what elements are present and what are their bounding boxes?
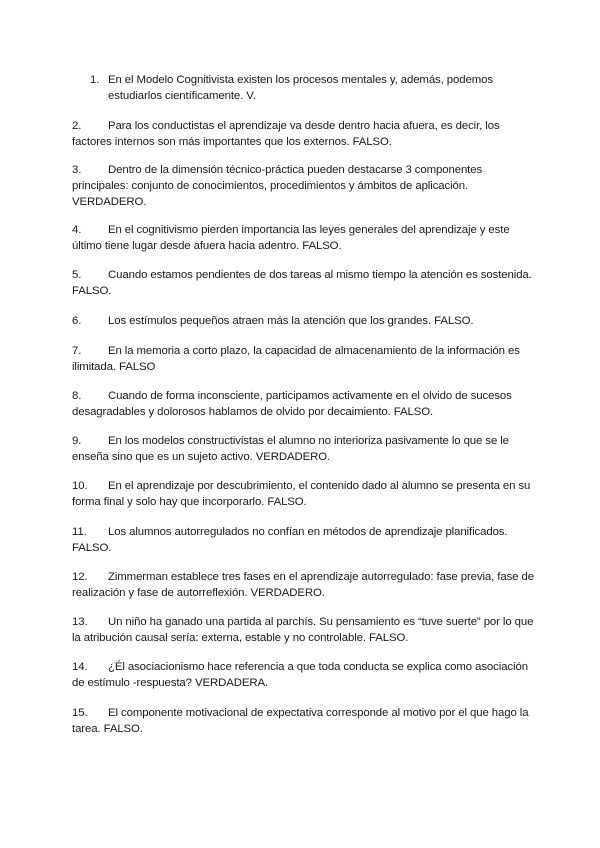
question-item <box>90 72 530 104</box>
question-number: 5. <box>72 269 82 281</box>
question-item <box>72 433 534 465</box>
question-number: 4. <box>72 224 82 236</box>
question-text: Los estímulos pequeños atraen más la atención que los grandes. FALSO. <box>108 315 474 327</box>
question-text: El componente motivacional de expectativa corresponde al motivo por el que hago la tarea. FALSO. <box>72 707 529 735</box>
question-item <box>72 388 534 420</box>
question-item <box>72 118 534 150</box>
question-text-continuation: estudiarlos científicamente. V. <box>108 90 256 102</box>
question-text: Los alumnos autorregulados no confían en métodos de aprendizaje planificados. FALSO. <box>72 526 508 554</box>
question-text: En el aprendizaje por descubrimiento, el contenido dado al alumno se presenta en su forma final y solo hay que incorporarlo. FALSO. <box>72 480 531 508</box>
question-text: En el cognitivismo pierden importancia las leyes generales del aprendizaje y este último tiene lugar desde afuera hacia adentro. FALSO. <box>72 224 510 252</box>
question-text: En la memoria a corto plazo, la capacidad de almacenamiento de la información es ilimitada. FALSO <box>72 345 520 373</box>
question-text: En los modelos constructivistas el alumno no interioriza pasivamente lo que se le enseña sino que es un sujeto activo. VERDADERO. <box>72 435 509 463</box>
question-text: Dentro de la dimensión técnico-práctica pueden destacarse 3 componentes principales: conjunto de conocimientos, procedimientos y ámbitos de aplicación. VERDADERO. <box>72 164 483 208</box>
question-item <box>72 267 534 299</box>
question-number: 13. <box>72 616 88 628</box>
question-number: 1. <box>90 74 100 86</box>
question-item <box>72 478 534 510</box>
question-item <box>72 162 534 210</box>
question-item <box>72 569 534 601</box>
question-number: 9. <box>72 435 82 447</box>
question-text: Un niño ha ganado una partida al parchís. Su pensamiento es “tuve suerte” por lo que la atribución causal sería: externa, estable y no controlable. FALSO. <box>72 616 534 644</box>
question-item <box>72 524 534 556</box>
question-number: 3. <box>72 164 82 176</box>
question-item <box>72 343 534 375</box>
question-item <box>72 705 534 737</box>
question-text: Zimmerman establece tres fases en el aprendizaje autorregulado: fase previa, fase de realización y fase de autorreflexión. VERDADERO. <box>72 571 534 599</box>
question-text: En el Modelo Cognitivista existen los procesos mentales y, además, podemos <box>108 74 493 86</box>
question-text: Cuando estamos pendientes de dos tareas al mismo tiempo la atención es sostenida. FALSO. <box>72 269 532 297</box>
question-number: 8. <box>72 390 82 402</box>
question-text: Para los conductistas el aprendizaje va desde dentro hacia afuera, es decir, los factores internos son más importantes que los externos. FALSO. <box>72 120 500 148</box>
question-item <box>72 659 534 691</box>
question-number: 12. <box>72 571 88 583</box>
question-text: ¿Él asociacionismo hace referencia a que toda conducta se explica como asociación de estímulo -respuesta? VERDADERA. <box>72 661 528 689</box>
question-number: 2. <box>72 120 82 132</box>
question-text: Cuando de forma inconsciente, participamos activamente en el olvido de sucesos desagradables y dolorosos hablamos de olvido por decaimiento. FALSO. <box>72 390 512 418</box>
question-number: 11. <box>72 526 87 538</box>
question-item <box>72 222 534 254</box>
question-number: 7. <box>72 345 82 357</box>
question-number: 10. <box>72 480 88 492</box>
question-number: 14. <box>72 661 88 673</box>
question-number: 6. <box>72 315 82 327</box>
question-item <box>72 614 534 646</box>
question-item <box>72 313 534 329</box>
question-number: 15. <box>72 707 88 719</box>
